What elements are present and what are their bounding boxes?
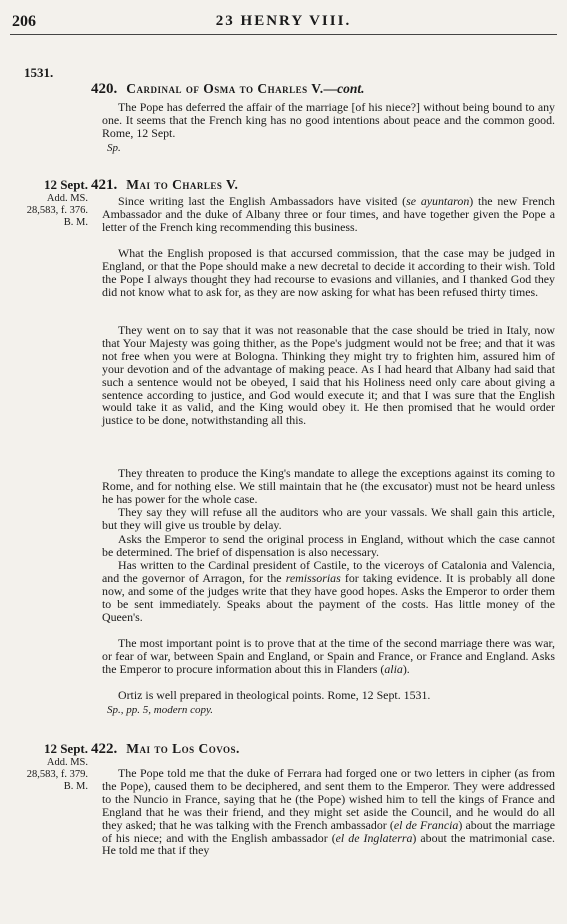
header-rule xyxy=(10,34,557,35)
source-note: Sp. xyxy=(107,142,121,154)
paragraph: The most important point is to prove that at the time of the second marriage there was war, or fear of war, between Spain and England, or Spain and France, or France and England. Asks the Emperor to procure information about this in Flanders (alia). xyxy=(102,636,555,676)
entry-420-heading xyxy=(91,81,365,98)
paragraph: Asks the Emperor to send the original process in England, without which the case cannot be determined. The brief of dispensation is also necessary. xyxy=(102,532,555,559)
entry-title-suffix: —cont. xyxy=(323,81,365,96)
ms-repository: B. M. xyxy=(63,217,88,228)
ms-reference: Add. MS. xyxy=(46,193,88,204)
ms-folio: 28,583, f. 379. xyxy=(26,769,88,780)
ms-folio: 28,583, f. 376. xyxy=(26,205,88,216)
entry-number: 421. xyxy=(91,177,118,193)
entry-421-heading xyxy=(91,177,238,194)
year-marker: 1531. xyxy=(24,65,54,80)
entry-date: 12 Sept. xyxy=(43,741,88,756)
paragraph: They threaten to produce the King's mandate to allege the exceptions against its coming to Rome, and for nothing else. We still maintain that he (the excusator) must not be heard unless he has power for the whole case. xyxy=(102,466,555,506)
paragraph: What the English proposed is that accursed commission, that the case may be judged in England, or that the Pope should make a new decretal to decide it according to their wish. Told the Pope I always thought they had recourse to evasions and villanies, and I thanked God they did not know what to ask for, as they are now asking for what has been refused thirty times. xyxy=(102,246,555,299)
entry-title: Mai to Charles V. xyxy=(126,177,239,192)
paragraph: They say they will refuse all the auditors who are your vassals. We shall gain this article, but they will give us trouble by delay. xyxy=(102,505,555,532)
running-head: 23 HENRY VIII. xyxy=(215,13,352,29)
paragraph: Since writing last the English Ambassadors have visited (se ayuntaron) the new French Ambassador and the duke of Albany three or four times, and have together given the Pope a letter of the French king recommending this business. xyxy=(102,194,555,234)
entry-date: 12 Sept. xyxy=(43,177,88,192)
entry-title: Cardinal of Osma to Charles V. xyxy=(126,81,324,96)
paragraph: Ortiz is well prepared in theological points. Rome, 12 Sept. 1531. xyxy=(118,688,431,702)
ms-reference: Add. MS. xyxy=(46,757,88,768)
entry-title: Mai to Los Covos. xyxy=(126,741,240,756)
page-number: 206 xyxy=(12,13,36,30)
entry-number: 420. xyxy=(91,81,118,97)
paragraph: The Pope has deferred the affair of the marriage [of his niece?] without being bound to any one. It seems that the French king has no good intentions about peace and the common good. Rome, 12 Sept. xyxy=(102,100,555,140)
entry-422-marginal xyxy=(8,741,88,793)
paragraph: Has written to the Cardinal president of Castile, to the viceroys of Catalonia and Valencia, and the governor of Arragon, for the remissorias for taking evidence. It is probably all done now, and some of the judges write that they have good hopes. Asks the Emperor to order them to be sent immediately. Speaks about the payment of the costs. Has little money of the Queen's. xyxy=(102,558,555,624)
entry-421-marginal xyxy=(8,177,88,229)
entry-number: 422. xyxy=(91,741,118,757)
entry-422-heading xyxy=(91,741,240,758)
paragraph: The Pope told me that the duke of Ferrara had forged one or two letters in cipher (as from the Pope), caused them to be deciphered, and sent them to the Emperor. They were addressed to the Nuncio in France, saying that he (the Pope) wished him to tell the kings of France and England that he was their friend, and they might set aside the Council, and he would do all they asked; that he was talking with the French ambassador (el de Francia) about the marriage of his niece; and with the English ambassador (el de Inglaterra) about the matrimonial case. He told me that if they xyxy=(102,766,556,858)
paragraph: They went on to say that it was not reasonable that the case should be tried in Italy, now that Your Majesty was going thither, as the Pope's judgment would not be free; and that it was not free when you were at Bologna. Thinking they might try to frighten him, assured him of your devotion and of the advantage of making peace. As I had heard that Albany had said that such a sentence would not be obeyed, I said that his Holiness need only care about giving a sentence according to justice, and God would execute it; and that I was sure that the English would take it as valid, and the King would obey it. He then promised that he would order justice to be done, notwithstanding all this. xyxy=(102,323,555,428)
ms-repository: B. M. xyxy=(63,781,88,792)
source-note: Sp., pp. 5, modern copy. xyxy=(107,704,214,716)
